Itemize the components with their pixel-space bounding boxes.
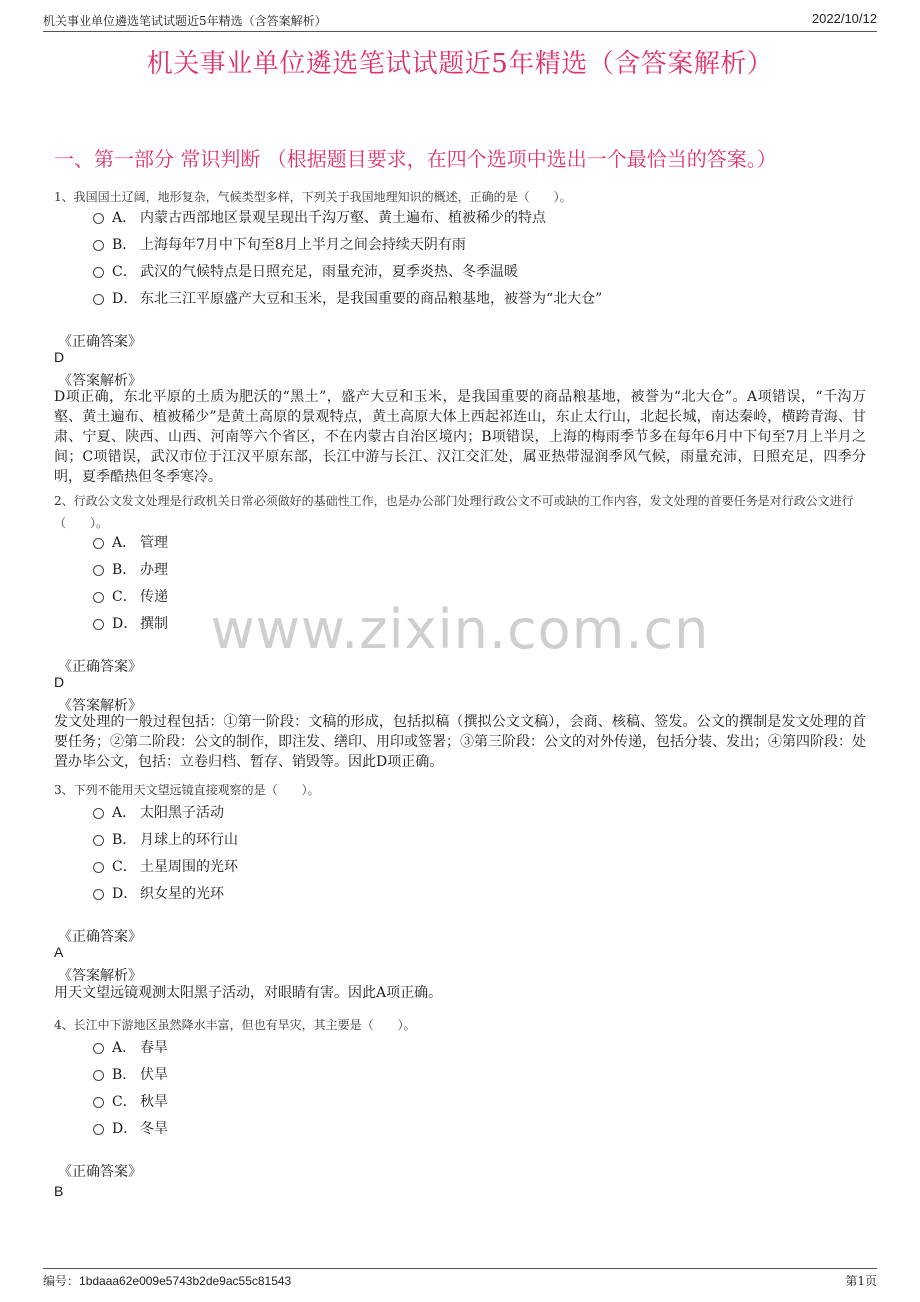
option-text: 太阳黑子活动 xyxy=(140,805,224,821)
question-3-option-d[interactable]: D． 织女星的光环 xyxy=(93,884,224,904)
question-4-option-b[interactable]: B． 伏旱 xyxy=(93,1065,168,1085)
answer-label: 《正确答案》 xyxy=(58,929,142,945)
radio-icon[interactable] xyxy=(93,1124,104,1135)
question-3-option-b[interactable]: B． 月球上的环行山 xyxy=(93,830,238,850)
question-4-option-d[interactable]: D． 冬旱 xyxy=(93,1119,168,1139)
analysis-label: 《答案解析》 xyxy=(58,373,142,389)
question-3-analysis: 用天文望远镜观测太阳黑子活动，对眼睛有害。因此A项正确。 xyxy=(54,985,443,1001)
question-1-option-d[interactable]: D． 东北三江平原盛产大豆和玉米，是我国重要的商品粮基地，被誉为“北大仓” xyxy=(93,289,602,309)
question-2-stem: 2、行政公文发文处理是行政机关日常必须做好的基础性工作，也是办公部门处理行政公文不可或缺的工作内容，发文处理的首要任务是对行政公文进行（ ）。 xyxy=(54,494,854,530)
radio-icon[interactable] xyxy=(93,835,104,846)
question-2-option-c[interactable]: C． 传递 xyxy=(93,587,168,607)
analysis-label: 《答案解析》 xyxy=(58,968,142,984)
question-1-option-a[interactable]: A． 内蒙古西部地区景观呈现出千沟万壑、黄土遍布、植被稀少的特点 xyxy=(93,208,546,228)
option-text: 东北三江平原盛产大豆和玉米，是我国重要的商品粮基地，被誉为“北大仓” xyxy=(140,291,603,307)
radio-icon[interactable] xyxy=(93,889,104,900)
radio-icon[interactable] xyxy=(93,538,104,549)
question-2-answer: D xyxy=(54,674,65,690)
option-text: 冬旱 xyxy=(140,1121,168,1137)
option-text: 春旱 xyxy=(140,1040,168,1056)
question-4-option-a[interactable]: A． 春旱 xyxy=(93,1038,168,1058)
section-heading: 一、第一部分 常识判断 （根据题目要求，在四个选项中选出一个最恰当的答案。） xyxy=(54,147,777,171)
footer-divider xyxy=(43,1268,877,1269)
option-text: 月球上的环行山 xyxy=(140,832,238,848)
answer-label: 《正确答案》 xyxy=(58,659,142,675)
option-text: 上海每年7月中下旬至8月上半月之间会持续天阴有雨 xyxy=(140,237,466,253)
document-code-value: 1bdaaa62e009e5743b2de9ac55c81543 xyxy=(79,1274,292,1288)
question-1-answer: D xyxy=(54,349,65,365)
question-3-answer: A xyxy=(54,944,64,960)
question-3-stem: 3、下列不能用天文望远镜直接观察的是（ ）。 xyxy=(54,783,320,797)
answer-label: 《正确答案》 xyxy=(58,1164,142,1180)
radio-icon[interactable] xyxy=(93,1070,104,1081)
radio-icon[interactable] xyxy=(93,240,104,251)
question-3-option-a[interactable]: A． 太阳黑子活动 xyxy=(93,803,224,823)
page-number: 第1页 xyxy=(845,1274,877,1288)
question-2-option-a[interactable]: A． 管理 xyxy=(93,533,168,553)
document-title: 机关事业单位遴选笔试试题近5年精选（含答案解析） xyxy=(146,49,774,79)
answer-label: 《正确答案》 xyxy=(58,334,142,350)
question-2-analysis: 发文处理的一般过程包括：①第一阶段：文稿的形成，包括拟稿（撰拟公文文稿），会商、核稿、签发。公文的撰制是发文处理的首要任务；②第二阶段：公文的制作，即注发、缮印、用印或签署；③第三阶段：公文的对外传递，包括分装、发出；④第四阶段：处置办毕公文，包括：立卷归档、暂存、销毁等。因此D项正确。 xyxy=(54,714,866,770)
question-4-option-c[interactable]: C． 秋旱 xyxy=(93,1092,168,1112)
radio-icon[interactable] xyxy=(93,862,104,873)
question-2-option-b[interactable]: B． 办理 xyxy=(93,560,168,580)
radio-icon[interactable] xyxy=(93,267,104,278)
question-4-stem: 4、长江中下游地区虽然降水丰富，但也有旱灾，其主要是（ ）。 xyxy=(54,1018,416,1032)
option-text: 秋旱 xyxy=(140,1094,168,1110)
option-text: 武汉的气候特点是日照充足，雨量充沛，夏季炎热、冬季温暖 xyxy=(140,264,518,280)
option-text: 伏旱 xyxy=(140,1067,168,1083)
radio-icon[interactable] xyxy=(93,294,104,305)
radio-icon[interactable] xyxy=(93,213,104,224)
radio-icon[interactable] xyxy=(93,565,104,576)
question-1-analysis: D项正确，东北平原的土质为肥沃的“黑土”，盛产大豆和玉米，是我国重要的商品粮基地，被誉为“北大仓”。A项错误，“千沟万壑、黄土遍布、植被稀少”是黄土高原的景观特点，黄土高原大体上西起祁连山，东止太行山，北起长城，南达秦岭，横跨青海、甘肃、宁夏、陕西、山西、河南等六个省区，不在内蒙古自治区境内；B项错误，上海的梅雨季节多在每年6月中下旬至7月上半月之间；C项错误，武汉市位于江汉平原东部，长江中游与长江、汉江交汇处，属亚热带湿润季风气候，雨量充沛，日照充足，四季分明，夏季酷热但冬季寒冷。 xyxy=(54,389,866,485)
option-text: 传递 xyxy=(140,589,168,605)
question-1-stem: 1、我国国土辽阔，地形复杂，气候类型多样，下列关于我国地理知识的概述，正确的是（ ）。 xyxy=(54,190,572,204)
question-2-option-d[interactable]: D． 撰制 xyxy=(93,614,168,634)
document-code-label: 编号： xyxy=(43,1274,80,1288)
option-text: 办理 xyxy=(140,562,168,578)
question-3-option-c[interactable]: C． 土星周围的光环 xyxy=(93,857,238,877)
question-4-answer: B xyxy=(54,1183,64,1199)
question-1-option-c[interactable]: C． 武汉的气候特点是日照充足，雨量充沛，夏季炎热、冬季温暖 xyxy=(93,262,518,282)
option-text: 内蒙古西部地区景观呈现出千沟万壑、黄土遍布、植被稀少的特点 xyxy=(140,210,546,226)
option-text: 管理 xyxy=(140,535,168,551)
option-text: 土星周围的光环 xyxy=(140,859,238,875)
analysis-label: 《答案解析》 xyxy=(58,698,142,714)
radio-icon[interactable] xyxy=(93,808,104,819)
header-divider xyxy=(43,31,877,32)
radio-icon[interactable] xyxy=(93,1043,104,1054)
radio-icon[interactable] xyxy=(93,1097,104,1108)
option-text: 撰制 xyxy=(140,616,168,632)
running-header-title: 机关事业单位遴选笔试试题近5年精选（含答案解析） xyxy=(43,14,327,28)
watermark: www.zixin.com.cn xyxy=(210,598,710,661)
question-1-option-b[interactable]: B． 上海每年7月中下旬至8月上半月之间会持续天阴有雨 xyxy=(93,235,466,255)
header-date: 2022/10/12 xyxy=(811,11,877,26)
option-text: 织女星的光环 xyxy=(140,886,224,902)
document-code xyxy=(43,1272,291,1289)
